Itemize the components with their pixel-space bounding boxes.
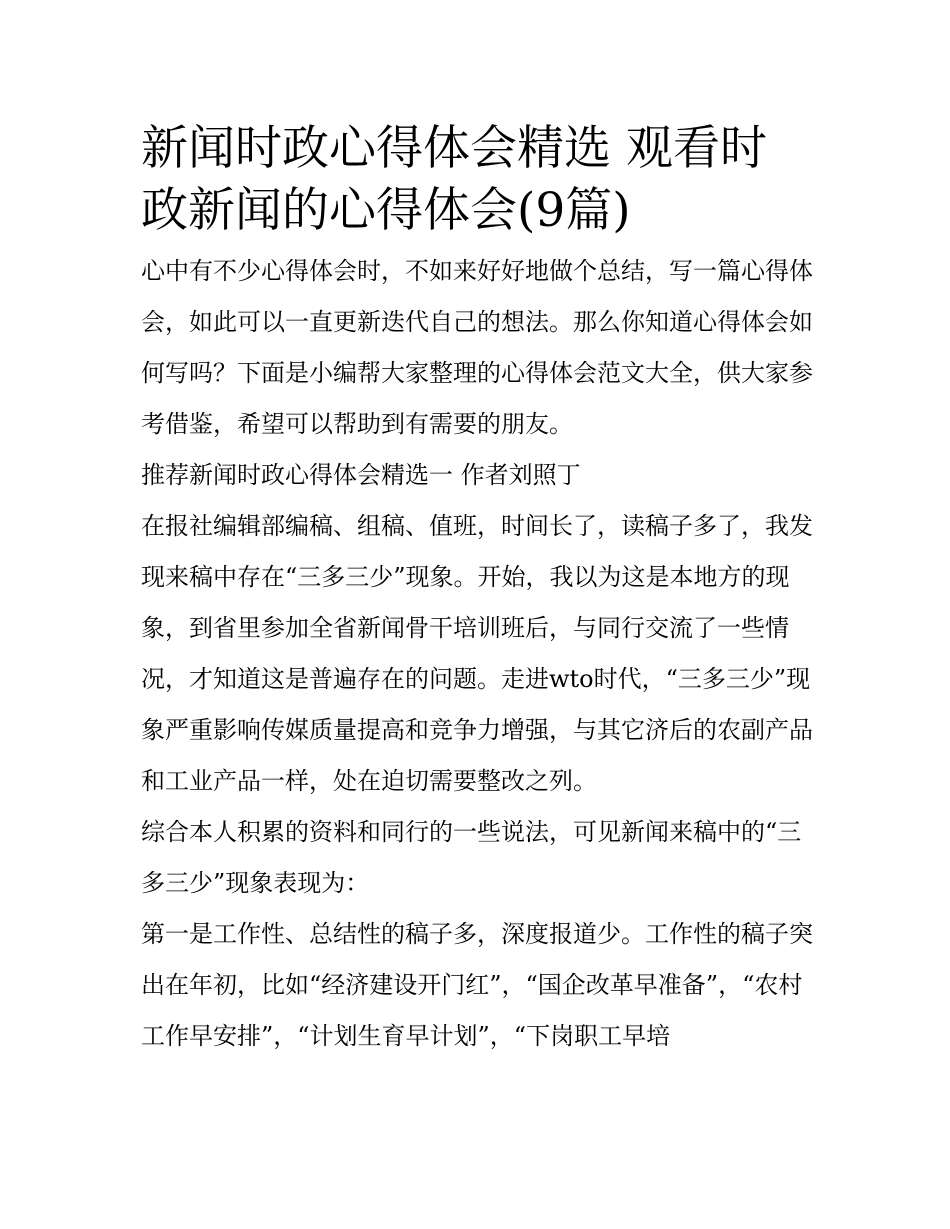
body-paragraph: 在报社编辑部编稿、组稿、值班，时间长了，读稿子多了，我发现来稿中存在“三多三少”现象。开始，我以为这是本地方的现象，到省里参加全省新闻骨干培训班后，与同行交流了一些情况，才知道这是普遍存在的问题。走进wto时代，“三多三少”现象严重影响传媒质量提高和竞争力增强，与其它济后的农副产品和工业产品一样，处在迫切需要整改之列。 xyxy=(141,512,813,795)
body-paragraph: 第一是工作性、总结性的稿子多，深度报道少。工作性的稿子突出在年初，比如“经济建设开门红”，“国企改革早准备”，“农村工作早安排”，“计划生育早计划”，“下岗职工早培 xyxy=(141,920,813,1050)
intro-paragraph: 心中有不少心得体会时，不如来好好地做个总结，写一篇心得体会，如此可以一直更新迭代自己的想法。那么你知道心得体会如何写吗？下面是小编帮大家整理的心得体会范文大全，供大家参考借鉴，希望可以帮助到有需要的朋友。 xyxy=(141,257,813,438)
body-paragraph: 综合本人积累的资料和同行的一些说法，可见新闻来稿中的“三多三少”现象表现为： xyxy=(141,818,802,897)
section-heading: 推荐新闻时政心得体会精选一 作者刘照丁 xyxy=(141,461,581,489)
document-title: 新闻时政心得体会精选 观看时政新闻的心得体会(9篇) xyxy=(141,121,767,238)
document-content xyxy=(141,118,813,1062)
